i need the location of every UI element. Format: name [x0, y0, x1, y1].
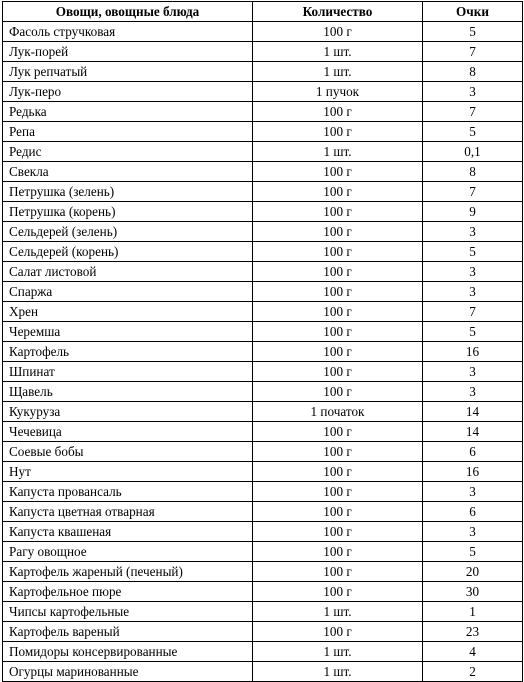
table-row — [3, 642, 523, 662]
table-row — [3, 42, 523, 62]
cell-item-name: Черемша — [3, 322, 253, 342]
table-row — [3, 242, 523, 262]
table-row — [3, 622, 523, 642]
cell-points: 14 — [423, 422, 523, 442]
cell-points: 5 — [423, 322, 523, 342]
cell-quantity: 100 г — [253, 422, 423, 442]
table-row — [3, 542, 523, 562]
table-row — [3, 282, 523, 302]
cell-points: 5 — [423, 22, 523, 42]
cell-points: 16 — [423, 342, 523, 362]
cell-item-name: Чипсы картофельные — [3, 602, 253, 622]
cell-quantity: 1 шт. — [253, 142, 423, 162]
cell-item-name: Сельдерей (зелень) — [3, 222, 253, 242]
cell-points: 7 — [423, 302, 523, 322]
cell-quantity: 1 шт. — [253, 602, 423, 622]
cell-quantity: 100 г — [253, 462, 423, 482]
header-vegetables: Овощи, овощные блюда — [3, 2, 253, 22]
cell-quantity: 100 г — [253, 282, 423, 302]
cell-quantity: 100 г — [253, 182, 423, 202]
cell-points: 16 — [423, 462, 523, 482]
table-row — [3, 602, 523, 622]
table-row — [3, 62, 523, 82]
cell-item-name: Картофель вареный — [3, 622, 253, 642]
cell-points: 30 — [423, 582, 523, 602]
table-row — [3, 22, 523, 42]
cell-points: 3 — [423, 262, 523, 282]
cell-item-name: Капуста провансаль — [3, 482, 253, 502]
cell-item-name: Репа — [3, 122, 253, 142]
cell-quantity: 100 г — [253, 502, 423, 522]
cell-quantity: 1 шт. — [253, 642, 423, 662]
cell-points: 1 — [423, 602, 523, 622]
cell-item-name: Сельдерей (корень) — [3, 242, 253, 262]
cell-quantity: 100 г — [253, 522, 423, 542]
cell-points: 4 — [423, 642, 523, 662]
table-row — [3, 662, 523, 682]
table-row — [3, 162, 523, 182]
table-row — [3, 402, 523, 422]
cell-points: 8 — [423, 62, 523, 82]
table-row — [3, 262, 523, 282]
cell-item-name: Салат листовой — [3, 262, 253, 282]
cell-item-name: Картофельное пюре — [3, 582, 253, 602]
cell-quantity: 100 г — [253, 562, 423, 582]
cell-item-name: Щавель — [3, 382, 253, 402]
cell-points: 5 — [423, 542, 523, 562]
table-row — [3, 342, 523, 362]
table-row — [3, 182, 523, 202]
cell-points: 3 — [423, 362, 523, 382]
cell-item-name: Хрен — [3, 302, 253, 322]
cell-quantity: 100 г — [253, 362, 423, 382]
cell-item-name: Лук-порей — [3, 42, 253, 62]
cell-quantity: 100 г — [253, 542, 423, 562]
cell-quantity: 100 г — [253, 382, 423, 402]
cell-quantity: 100 г — [253, 622, 423, 642]
table-row — [3, 222, 523, 242]
cell-item-name: Огурцы маринованные — [3, 662, 253, 682]
cell-quantity: 1 початок — [253, 402, 423, 422]
cell-item-name: Петрушка (зелень) — [3, 182, 253, 202]
cell-quantity: 1 шт. — [253, 62, 423, 82]
cell-item-name: Кукуруза — [3, 402, 253, 422]
cell-quantity: 100 г — [253, 322, 423, 342]
cell-quantity: 1 шт. — [253, 42, 423, 62]
cell-item-name: Нут — [3, 462, 253, 482]
table-row — [3, 442, 523, 462]
cell-points: 7 — [423, 102, 523, 122]
table-row — [3, 82, 523, 102]
cell-item-name: Редька — [3, 102, 253, 122]
cell-item-name: Спаржа — [3, 282, 253, 302]
cell-item-name: Свекла — [3, 162, 253, 182]
cell-quantity: 100 г — [253, 102, 423, 122]
cell-item-name: Соевые бобы — [3, 442, 253, 462]
cell-points: 3 — [423, 222, 523, 242]
table-row — [3, 562, 523, 582]
cell-points: 7 — [423, 182, 523, 202]
cell-item-name: Капуста квашеная — [3, 522, 253, 542]
table-header — [3, 2, 523, 22]
cell-quantity: 1 шт. — [253, 662, 423, 682]
cell-item-name: Рагу овощное — [3, 542, 253, 562]
table-row — [3, 582, 523, 602]
cell-points: 5 — [423, 242, 523, 262]
cell-item-name: Редис — [3, 142, 253, 162]
cell-quantity: 100 г — [253, 202, 423, 222]
cell-quantity: 100 г — [253, 302, 423, 322]
cell-points: 3 — [423, 522, 523, 542]
table-row — [3, 482, 523, 502]
cell-quantity: 100 г — [253, 482, 423, 502]
cell-item-name: Лук-перо — [3, 82, 253, 102]
cell-points: 20 — [423, 562, 523, 582]
table-row — [3, 422, 523, 442]
cell-points: 7 — [423, 42, 523, 62]
cell-item-name: Картофель жареный (печеный) — [3, 562, 253, 582]
table-row — [3, 202, 523, 222]
table-body — [3, 22, 523, 682]
table-row — [3, 302, 523, 322]
cell-points: 14 — [423, 402, 523, 422]
cell-item-name: Фасоль стручковая — [3, 22, 253, 42]
cell-item-name: Помидоры консервированные — [3, 642, 253, 662]
header-row — [3, 2, 523, 22]
cell-points: 5 — [423, 122, 523, 142]
cell-points: 23 — [423, 622, 523, 642]
table-row — [3, 522, 523, 542]
cell-item-name: Картофель — [3, 342, 253, 362]
table-row — [3, 102, 523, 122]
cell-points: 9 — [423, 202, 523, 222]
table-row — [3, 382, 523, 402]
cell-item-name: Лук репчатый — [3, 62, 253, 82]
cell-quantity: 100 г — [253, 582, 423, 602]
cell-quantity: 100 г — [253, 242, 423, 262]
cell-points: 3 — [423, 382, 523, 402]
cell-points: 6 — [423, 442, 523, 462]
cell-item-name: Шпинат — [3, 362, 253, 382]
cell-quantity: 100 г — [253, 222, 423, 242]
table-row — [3, 502, 523, 522]
table-row — [3, 142, 523, 162]
cell-points: 3 — [423, 82, 523, 102]
cell-quantity: 100 г — [253, 162, 423, 182]
cell-item-name: Петрушка (корень) — [3, 202, 253, 222]
table-row — [3, 122, 523, 142]
cell-points: 8 — [423, 162, 523, 182]
cell-quantity: 1 пучок — [253, 82, 423, 102]
cell-item-name: Капуста цветная отварная — [3, 502, 253, 522]
cell-points: 6 — [423, 502, 523, 522]
cell-points: 3 — [423, 482, 523, 502]
cell-quantity: 100 г — [253, 262, 423, 282]
cell-points: 0,1 — [423, 142, 523, 162]
cell-quantity: 100 г — [253, 342, 423, 362]
vegetables-points-table — [2, 1, 523, 682]
cell-item-name: Чечевица — [3, 422, 253, 442]
cell-points: 2 — [423, 662, 523, 682]
table-row — [3, 362, 523, 382]
cell-quantity: 100 г — [253, 22, 423, 42]
cell-quantity: 100 г — [253, 122, 423, 142]
cell-quantity: 100 г — [253, 442, 423, 462]
header-points: Очки — [423, 2, 523, 22]
cell-points: 3 — [423, 282, 523, 302]
header-quantity: Количество — [253, 2, 423, 22]
table-row — [3, 462, 523, 482]
table-row — [3, 322, 523, 342]
